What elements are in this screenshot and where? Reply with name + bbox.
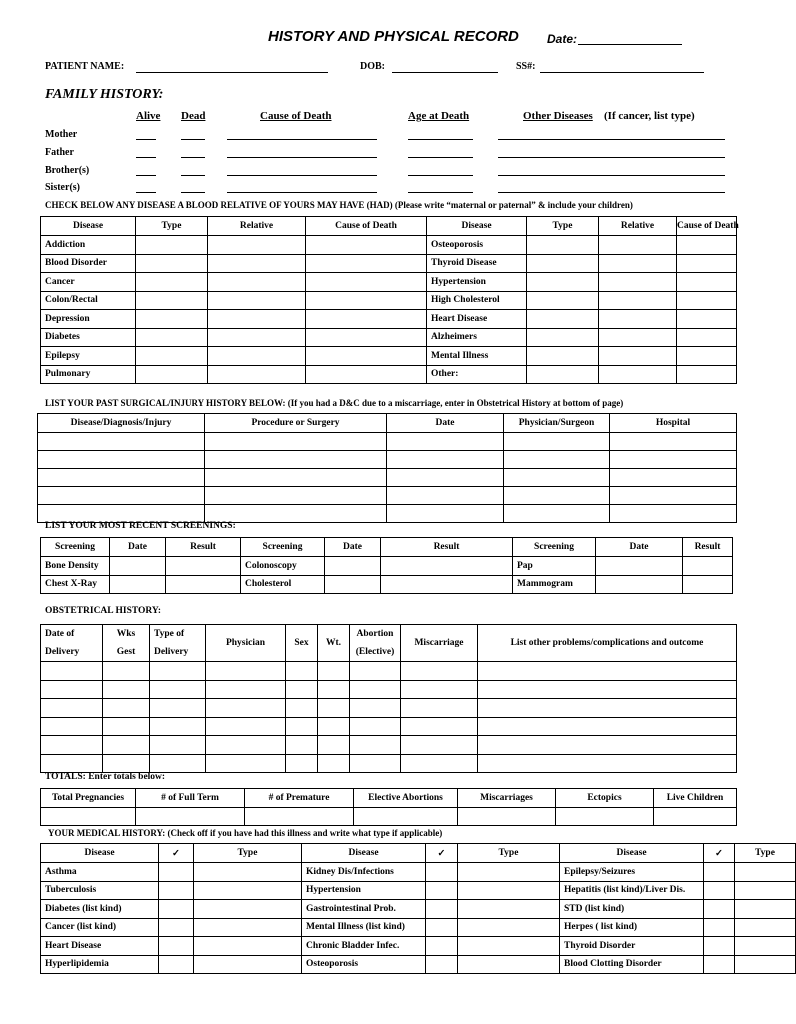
blood-header-type-2: Type xyxy=(527,217,599,236)
blood-disease: Colon/Rectal xyxy=(41,291,136,310)
mother-dead-field[interactable] xyxy=(181,139,205,140)
medical-disease: Epilepsy/Seizures xyxy=(560,863,704,882)
surgical-instruction: LIST YOUR PAST SURGICAL/INJURY HISTORY BELOW: (If you had a D&C due to a miscarriage, enter in Obstetrical History at bottom of page) xyxy=(45,398,624,408)
totals-header-miscarriages: Miscarriages xyxy=(458,789,556,808)
check-cell[interactable] xyxy=(159,937,194,956)
checkmark-icon: ✓ xyxy=(426,844,458,863)
mother-age-field[interactable] xyxy=(408,139,473,140)
medical-disease: Cancer (list kind) xyxy=(41,918,159,937)
medical-header-type-2: Type xyxy=(458,844,560,863)
family-member-mother: Mother xyxy=(45,129,78,140)
medical-disease: Gastrointestinal Prob. xyxy=(302,900,426,919)
ob-header-sex: Sex xyxy=(286,625,318,662)
check-cell[interactable] xyxy=(704,863,735,882)
screening-name: Bone Density xyxy=(41,557,110,576)
medical-disease: Asthma xyxy=(41,863,159,882)
table-row xyxy=(41,808,737,826)
screening-name: Mammogram xyxy=(513,575,596,594)
medical-disease: Blood Clotting Disorder xyxy=(560,955,704,974)
totals-table xyxy=(40,788,737,826)
totals-header-elective: Elective Abortions xyxy=(354,789,458,808)
patient-name-label: PATIENT NAME: xyxy=(45,61,125,72)
blood-disease: Osteoporosis xyxy=(427,236,527,255)
ob-header-physician: Physician xyxy=(206,625,286,662)
table-row xyxy=(38,433,737,451)
check-cell[interactable] xyxy=(704,955,735,974)
blood-disease: Pulmonary xyxy=(41,365,136,384)
mother-other-field[interactable] xyxy=(498,139,725,140)
totals-header-full-term: # of Full Term xyxy=(136,789,245,808)
ob-header-type: Type of Delivery xyxy=(150,625,206,662)
medical-disease: Heart Disease xyxy=(41,937,159,956)
medical-disease: Hepatitis (list kind)/Liver Dis. xyxy=(560,881,704,900)
ob-header-other: List other problems/complications and outcome xyxy=(478,625,737,662)
screening-name: Colonoscopy xyxy=(241,557,325,576)
family-member-father: Father xyxy=(45,147,74,158)
cancer-note: (If cancer, list type) xyxy=(604,110,695,122)
blood-header-relative: Relative xyxy=(208,217,306,236)
check-cell[interactable] xyxy=(159,881,194,900)
table-row xyxy=(38,451,737,469)
surgical-header-physician: Physician/Surgeon xyxy=(504,414,610,433)
blood-disease: Blood Disorder xyxy=(41,254,136,273)
blood-disease: Mental Illness xyxy=(427,347,527,366)
dob-field[interactable] xyxy=(392,72,498,73)
col-dead: Dead xyxy=(181,110,206,122)
check-cell[interactable] xyxy=(426,918,458,937)
medical-disease: Thyroid Disorder xyxy=(560,937,704,956)
col-alive: Alive xyxy=(136,110,161,122)
screen-header-date-3: Date xyxy=(596,538,683,557)
blood-disease: Alzheimers xyxy=(427,328,527,347)
obstetrical-heading: OBSTETRICAL HISTORY: xyxy=(45,606,162,616)
check-cell[interactable] xyxy=(159,863,194,882)
check-cell[interactable] xyxy=(704,937,735,956)
table-row xyxy=(41,736,737,755)
medical-disease: Osteoporosis xyxy=(302,955,426,974)
screen-header-result-2: Result xyxy=(381,538,513,557)
sisters-alive-field[interactable] xyxy=(136,192,156,193)
medical-instruction: YOUR MEDICAL HISTORY: (Check off if you have had this illness and write what type if applicable) xyxy=(48,828,443,838)
dob-label: DOB: xyxy=(360,61,385,72)
totals-header-live-children: Live Children xyxy=(654,789,737,808)
sisters-age-field[interactable] xyxy=(408,192,473,193)
screen-header-screening: Screening xyxy=(41,538,110,557)
family-member-brothers: Brother(s) xyxy=(45,165,90,176)
blood-disease: Heart Disease xyxy=(427,310,527,329)
check-cell[interactable] xyxy=(426,863,458,882)
check-cell[interactable] xyxy=(159,918,194,937)
father-age-field[interactable] xyxy=(408,157,473,158)
blood-disease: Hypertension xyxy=(427,273,527,292)
page-title: HISTORY AND PHYSICAL RECORD xyxy=(268,28,519,45)
ob-header-wt: Wt. xyxy=(318,625,350,662)
check-cell[interactable] xyxy=(704,900,735,919)
totals-heading: TOTALS: Enter totals below: xyxy=(45,772,166,782)
surgical-header-hospital: Hospital xyxy=(610,414,737,433)
date-field[interactable] xyxy=(578,44,682,45)
sisters-cause-field[interactable] xyxy=(227,192,377,193)
blood-relative-instruction: CHECK BELOW ANY DISEASE A BLOOD RELATIVE OF YOURS MAY HAVE (HAD) (Please write “maternal or paternal” & include your children) xyxy=(45,200,633,210)
ss-label: SS#: xyxy=(516,61,536,72)
screening-name: Cholesterol xyxy=(241,575,325,594)
surgical-header-diagnosis: Disease/Diagnosis/Injury xyxy=(38,414,205,433)
father-alive-field[interactable] xyxy=(136,157,156,158)
table-row xyxy=(38,487,737,505)
brothers-age-field[interactable] xyxy=(408,175,473,176)
ob-header-date: Date of Delivery xyxy=(41,625,103,662)
brothers-cause-field[interactable] xyxy=(227,175,377,176)
checkmark-icon: ✓ xyxy=(159,844,194,863)
blood-disease: Cancer xyxy=(41,273,136,292)
medical-disease: Hypertension xyxy=(302,881,426,900)
blood-relative-table xyxy=(40,216,737,384)
screen-header-result: Result xyxy=(166,538,241,557)
table-row xyxy=(41,680,737,699)
screen-header-screening-2: Screening xyxy=(241,538,325,557)
medical-disease: Tuberculosis xyxy=(41,881,159,900)
brothers-other-field[interactable] xyxy=(498,175,725,176)
patient-name-field[interactable] xyxy=(136,72,328,73)
blood-disease: Epilepsy xyxy=(41,347,136,366)
sisters-dead-field[interactable] xyxy=(181,192,205,193)
blood-header-relative-2: Relative xyxy=(599,217,677,236)
screen-header-date-2: Date xyxy=(325,538,381,557)
surgical-header-procedure: Procedure or Surgery xyxy=(205,414,387,433)
surgical-table xyxy=(37,413,737,523)
surgical-header-date: Date xyxy=(387,414,504,433)
check-cell[interactable] xyxy=(159,900,194,919)
check-cell[interactable] xyxy=(426,955,458,974)
brothers-dead-field[interactable] xyxy=(181,175,205,176)
medical-disease: Kidney Dis/Infections xyxy=(302,863,426,882)
blood-disease: Thyroid Disease xyxy=(427,254,527,273)
check-cell[interactable] xyxy=(704,918,735,937)
obstetrical-table xyxy=(40,624,737,773)
totals-header-pregnancies: Total Pregnancies xyxy=(41,789,136,808)
medical-disease: Hyperlipidemia xyxy=(41,955,159,974)
screen-header-screening-3: Screening xyxy=(513,538,596,557)
father-dead-field[interactable] xyxy=(181,157,205,158)
table-row xyxy=(41,699,737,718)
table-row xyxy=(38,469,737,487)
check-cell[interactable] xyxy=(426,881,458,900)
table-row xyxy=(41,754,737,773)
medical-header-type-3: Type xyxy=(735,844,796,863)
blood-disease: Depression xyxy=(41,310,136,329)
family-member-sisters: Sister(s) xyxy=(45,182,80,193)
screenings-table xyxy=(40,537,733,594)
medical-header-disease-2: Disease xyxy=(302,844,426,863)
screening-name: Chest X-Ray xyxy=(41,575,110,594)
blood-disease: Addiction xyxy=(41,236,136,255)
check-cell[interactable] xyxy=(426,937,458,956)
medical-table xyxy=(40,843,796,974)
col-cause-of-death: Cause of Death xyxy=(260,110,332,122)
medical-header-type: Type xyxy=(194,844,302,863)
totals-header-ectopics: Ectopics xyxy=(556,789,654,808)
blood-header-disease-2: Disease xyxy=(427,217,527,236)
family-history-heading: FAMILY HISTORY: xyxy=(45,87,164,102)
blood-disease: Other: xyxy=(427,365,527,384)
father-other-field[interactable] xyxy=(498,157,725,158)
table-row xyxy=(38,505,737,523)
totals-header-premature: # of Premature xyxy=(245,789,354,808)
col-other-diseases: Other Diseases xyxy=(523,110,593,122)
ob-header-wks: Wks Gest xyxy=(103,625,150,662)
checkmark-icon: ✓ xyxy=(704,844,735,863)
screening-name: Pap xyxy=(513,557,596,576)
medical-header-disease-3: Disease xyxy=(560,844,704,863)
table-row xyxy=(41,662,737,681)
check-cell[interactable] xyxy=(704,881,735,900)
blood-header-cause: Cause of Death xyxy=(306,217,427,236)
col-age-at-death: Age at Death xyxy=(408,110,470,122)
blood-header-cause-2: Cause of Death xyxy=(677,217,737,236)
mother-alive-field[interactable] xyxy=(136,139,156,140)
blood-header-type: Type xyxy=(136,217,208,236)
screen-header-result-3: Result xyxy=(683,538,733,557)
date-label: Date: xyxy=(547,32,578,46)
blood-disease: Diabetes xyxy=(41,328,136,347)
ss-field[interactable] xyxy=(540,72,704,73)
table-row xyxy=(41,717,737,736)
medical-disease: Diabetes (list kind) xyxy=(41,900,159,919)
blood-disease: High Cholesterol xyxy=(427,291,527,310)
mother-cause-field[interactable] xyxy=(227,139,377,140)
medical-disease: Herpes ( list kind) xyxy=(560,918,704,937)
screen-header-date: Date xyxy=(110,538,166,557)
medical-disease: STD (list kind) xyxy=(560,900,704,919)
medical-disease: Chronic Bladder Infec. xyxy=(302,937,426,956)
blood-header-disease: Disease xyxy=(41,217,136,236)
brothers-alive-field[interactable] xyxy=(136,175,156,176)
screenings-heading: LIST YOUR MOST RECENT SCREENINGS: xyxy=(45,521,236,531)
ob-header-miscarriage: Miscarriage xyxy=(401,625,478,662)
medical-header-disease: Disease xyxy=(41,844,159,863)
check-cell[interactable] xyxy=(159,955,194,974)
father-cause-field[interactable] xyxy=(227,157,377,158)
check-cell[interactable] xyxy=(426,900,458,919)
sisters-other-field[interactable] xyxy=(498,192,725,193)
medical-disease: Mental Illness (list kind) xyxy=(302,918,426,937)
ob-header-abortion: Abortion (Elective) xyxy=(350,625,401,662)
